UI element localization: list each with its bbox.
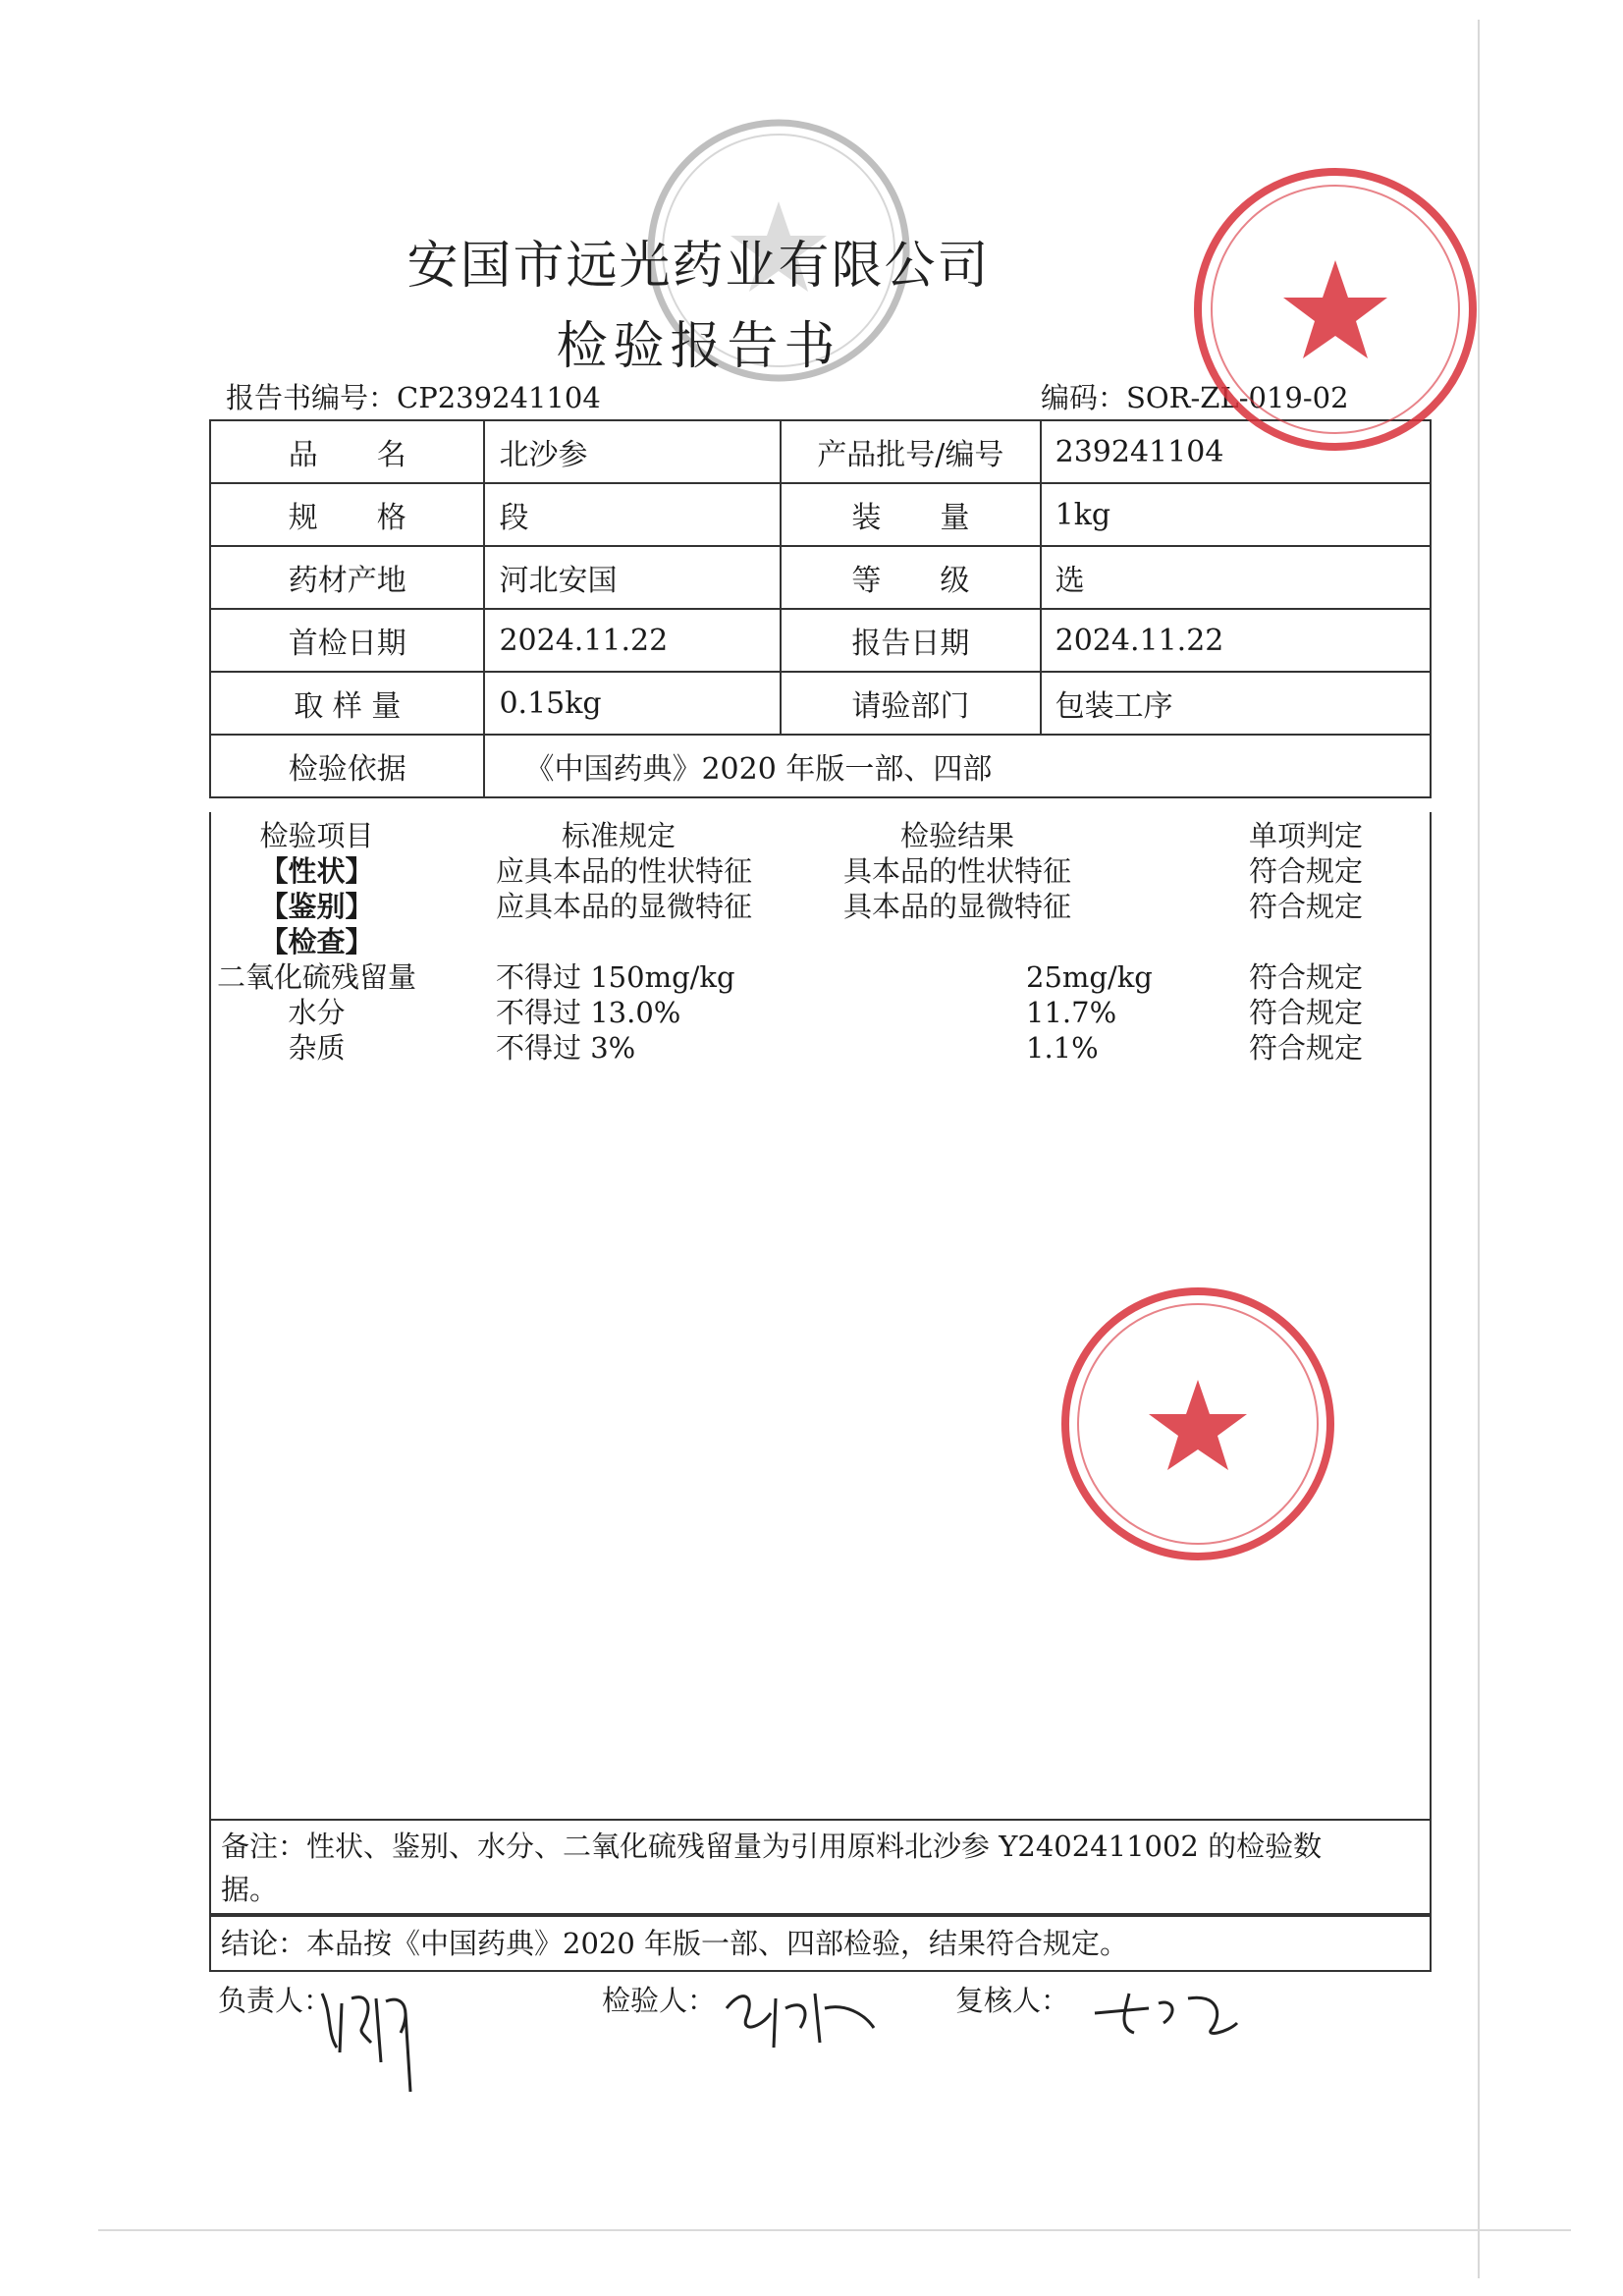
pack-label: 装 量	[781, 483, 1041, 546]
result-value: 25mg/kg	[1026, 960, 1153, 994]
grade-label: 等 级	[781, 546, 1041, 609]
basis-label: 检验依据	[210, 735, 484, 797]
info-row	[210, 735, 1431, 797]
name-label: 品 名	[210, 420, 484, 483]
scan-edge-bottom	[98, 2229, 1571, 2231]
spec-value: 段	[484, 483, 781, 546]
info-row	[210, 672, 1431, 735]
pack-value: 1kg	[1041, 483, 1431, 546]
info-row	[210, 609, 1431, 672]
result-item: 【检查】	[259, 925, 374, 958]
first-date-value: 2024.11.22	[484, 609, 781, 672]
first-date-label: 首检日期	[210, 609, 484, 672]
result-value: 1.1%	[1026, 1031, 1099, 1065]
report-number-value: CP239241104	[397, 381, 601, 414]
basis-value: 《中国药典》2020 年版一部、四部	[484, 735, 1431, 797]
dept-value: 包装工序	[1041, 672, 1431, 735]
result-judgement: 符合规定	[1248, 854, 1363, 888]
inspector-label: 检验人：	[602, 1984, 717, 2017]
grade-value: 选	[1041, 546, 1431, 609]
result-item: 水分	[288, 996, 346, 1029]
result-standard: 不得过 150mg/kg	[496, 960, 735, 994]
info-row	[210, 546, 1431, 609]
batch-label: 产品批号/编号	[781, 420, 1041, 483]
batch-value: 239241104	[1041, 420, 1431, 483]
responsible-label: 负责人：	[218, 1984, 333, 2017]
origin-label: 药材产地	[210, 546, 484, 609]
dept-label: 请验部门	[781, 672, 1041, 735]
info-row	[210, 483, 1431, 546]
result-standard: 应具本品的显微特征	[496, 890, 753, 923]
header-item: 检验项目	[259, 819, 374, 852]
company-title: 安国市远光药业有限公司	[406, 237, 991, 296]
document-code-value: SOR-ZL-019-02	[1126, 381, 1349, 414]
document-code-label: 编码：	[1041, 381, 1127, 414]
remark-box	[209, 1821, 1432, 1915]
result-item: 【性状】	[259, 854, 374, 888]
document-title: 检验报告书	[556, 317, 841, 376]
reviewer-signature	[1090, 1974, 1257, 2052]
conclusion-box: 结论：本品按《中国药典》2020 年版一部、四部检验，结果符合规定。	[209, 1915, 1432, 1972]
inspector-signature	[717, 1969, 884, 2057]
red-quality-stamp	[1051, 1277, 1345, 1571]
sample-value: 0.15kg	[484, 672, 781, 735]
header-result: 检验结果	[899, 819, 1014, 852]
reviewer-label: 复核人：	[955, 1984, 1070, 2017]
result-standard: 应具本品的性状特征	[496, 854, 753, 888]
header-standard: 标准规定	[561, 819, 676, 852]
red-company-stamp-top	[1183, 157, 1488, 462]
result-value: 具本品的性状特征	[842, 854, 1071, 888]
report-number	[226, 376, 601, 416]
result-value: 具本品的显微特征	[842, 890, 1071, 923]
result-judgement: 符合规定	[1248, 890, 1363, 923]
report-date-value: 2024.11.22	[1041, 609, 1431, 672]
remark-line: 备注：性状、鉴别、水分、二氧化硫残留量为引用原料北沙参 Y2402411002 的检验数	[221, 1830, 1323, 1863]
result-standard: 不得过 13.0%	[496, 996, 681, 1029]
sample-label: 取 样 量	[210, 672, 484, 735]
result-item: 杂质	[288, 1031, 346, 1065]
remark-line: 据。	[221, 1873, 279, 1906]
result-standard: 不得过 3%	[496, 1031, 636, 1065]
result-item: 二氧化硫残留量	[216, 960, 416, 994]
name-value: 北沙参	[484, 420, 781, 483]
origin-value: 河北安国	[484, 546, 781, 609]
report-date-label: 报告日期	[781, 609, 1041, 672]
report-number-label: 报告书编号：	[226, 381, 398, 414]
product-info-table	[209, 419, 1432, 798]
result-value: 11.7%	[1026, 996, 1117, 1029]
result-item: 【鉴别】	[259, 890, 374, 923]
spec-label: 规 格	[210, 483, 484, 546]
result-judgement: 符合规定	[1248, 960, 1363, 994]
responsible-signature	[312, 1974, 450, 2111]
header-judgement: 单项判定	[1248, 819, 1363, 852]
result-judgement: 符合规定	[1248, 996, 1363, 1029]
result-judgement: 符合规定	[1248, 1031, 1363, 1065]
